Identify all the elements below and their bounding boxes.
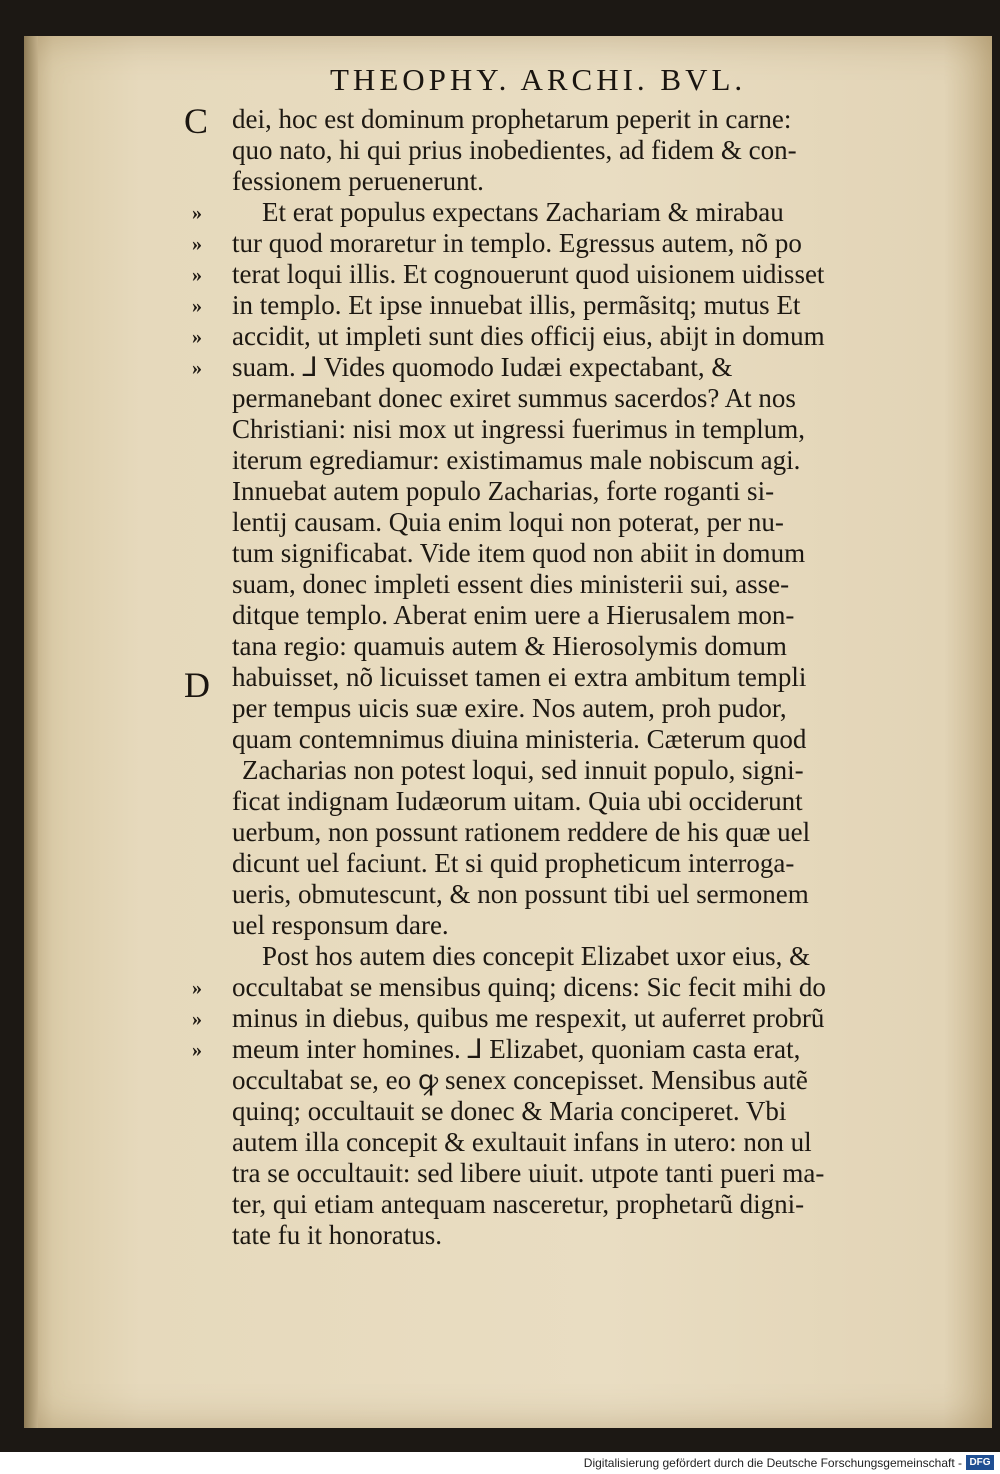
text-line: ter, qui etiam antequam nasceretur, prophetarũ digni-	[232, 1189, 805, 1219]
quote-marker: »	[192, 1008, 202, 1030]
quote-marker: »	[192, 264, 202, 286]
text-line: Post hos autem dies concepit Elizabet uxor eius, &	[262, 941, 811, 971]
text-line: suam, donec impleti essent dies ministerii sui, asse-	[232, 569, 790, 599]
text-line: Et erat populus expectans Zachariam & mirabau	[262, 197, 784, 227]
text-line: minus in diebus, quibus me respexit, ut auferret probrũ	[232, 1003, 825, 1033]
quote-marker: »	[192, 357, 202, 379]
quote-marker: »	[192, 202, 202, 224]
text-line: accidit, ut impleti sunt dies officij eius, abijt in domum	[232, 321, 825, 351]
text-line: tate fu it honoratus.	[232, 1220, 442, 1250]
digitization-footer	[0, 1452, 1000, 1474]
quote-marker: »	[192, 1039, 202, 1061]
text-line: Innuebat autem populo Zacharias, forte roganti si-	[232, 476, 775, 506]
text-line: dei, hoc est dominum prophetarum peperit in carne:	[232, 104, 792, 134]
text-line: iterum egrediamur: existimamus male nobiscum agi.	[232, 445, 801, 475]
text-line: occultabat se mensibus quinq; dicens: Sic fecit mihi do	[232, 972, 826, 1002]
text-line: tum significabat. Vide item quod non abiit in domum	[232, 538, 806, 568]
text-line: per tempus uicis suæ exire. Nos autem, proh pudor,	[232, 693, 787, 723]
text-line: uerbum, non possunt rationem reddere de his quæ uel	[232, 817, 811, 847]
text-line: uel responsum dare.	[232, 910, 449, 940]
margin-letter-d: D	[184, 665, 210, 705]
text-line: Christiani: nisi mox ut ingressi fuerimus in templum,	[232, 414, 805, 444]
quote-marker: »	[192, 977, 202, 999]
text-line: permanebant donec exiret summus sacerdos? At nos	[232, 383, 796, 413]
text-line: tra se occultauit: sed libere uiuit. utpote tanti pueri ma-	[232, 1158, 825, 1188]
quote-marker: »	[192, 326, 202, 348]
quote-marker: »	[192, 233, 202, 255]
quote-marker: »	[192, 295, 202, 317]
text-line: quam contemnimus diuina ministeria. Cæterum quod	[232, 724, 807, 754]
text-line: Zacharias non potest loqui, sed innuit populo, signi-	[242, 755, 804, 785]
text-line: quinq; occultauit se donec & Maria conciperet. Vbi	[232, 1096, 787, 1126]
text-line: in templo. Et ipse innuebat illis, permãsitq; mutus Et	[232, 290, 801, 320]
text-line: fessionem peruenerunt.	[232, 166, 484, 196]
text-line: quo nato, hi qui prius inobedientes, ad fidem & con-	[232, 135, 797, 165]
text-line: ficat indignam Iudæorum uitam. Quia ubi occiderunt	[232, 786, 803, 816]
text-line: lentij causam. Quia enim loqui non poterat, per nu-	[232, 507, 784, 537]
running-header: THEOPHY. ARCHI. BVL.	[330, 62, 747, 97]
text-line: habuisset, nõ licuisset tamen ei extra ambitum templi	[232, 662, 807, 692]
text-line: suam. ⅃ Vides quomodo Iudæi expectabant, &	[232, 352, 733, 382]
text-line: occultabat se, eo ꝙ senex concepisset. Mensibus autẽ	[232, 1065, 808, 1095]
margin-letter-c: C	[184, 101, 209, 141]
text-line: ueris, obmutescunt, & non possunt tibi uel sermonem	[232, 879, 809, 909]
text-line: tur quod moraretur in templo. Egressus autem, nõ po	[232, 228, 802, 258]
text-line: dicunt uel faciunt. Et si quid propheticum interroga-	[232, 848, 795, 878]
text-line: autem illa concepit & exultauit infans in utero: non ul	[232, 1127, 812, 1157]
text-line: tana regio: quamuis autem & Hierosolymis domum	[232, 631, 787, 661]
text-line: ditque templo. Aberat enim uere a Hierusalem mon-	[232, 600, 795, 630]
dfg-logo: DFG	[966, 1455, 994, 1470]
text-line: terat loqui illis. Et cognouerunt quod uisionem uidisset	[232, 259, 825, 289]
text-line: meum inter homines. ⅃ Elizabet, quoniam casta erat,	[232, 1034, 801, 1064]
page-gutter	[24, 36, 38, 1428]
funding-credit: Digitalisierung gefördert durch die Deutsche Forschungsgemeinschaft -	[583, 1456, 962, 1470]
